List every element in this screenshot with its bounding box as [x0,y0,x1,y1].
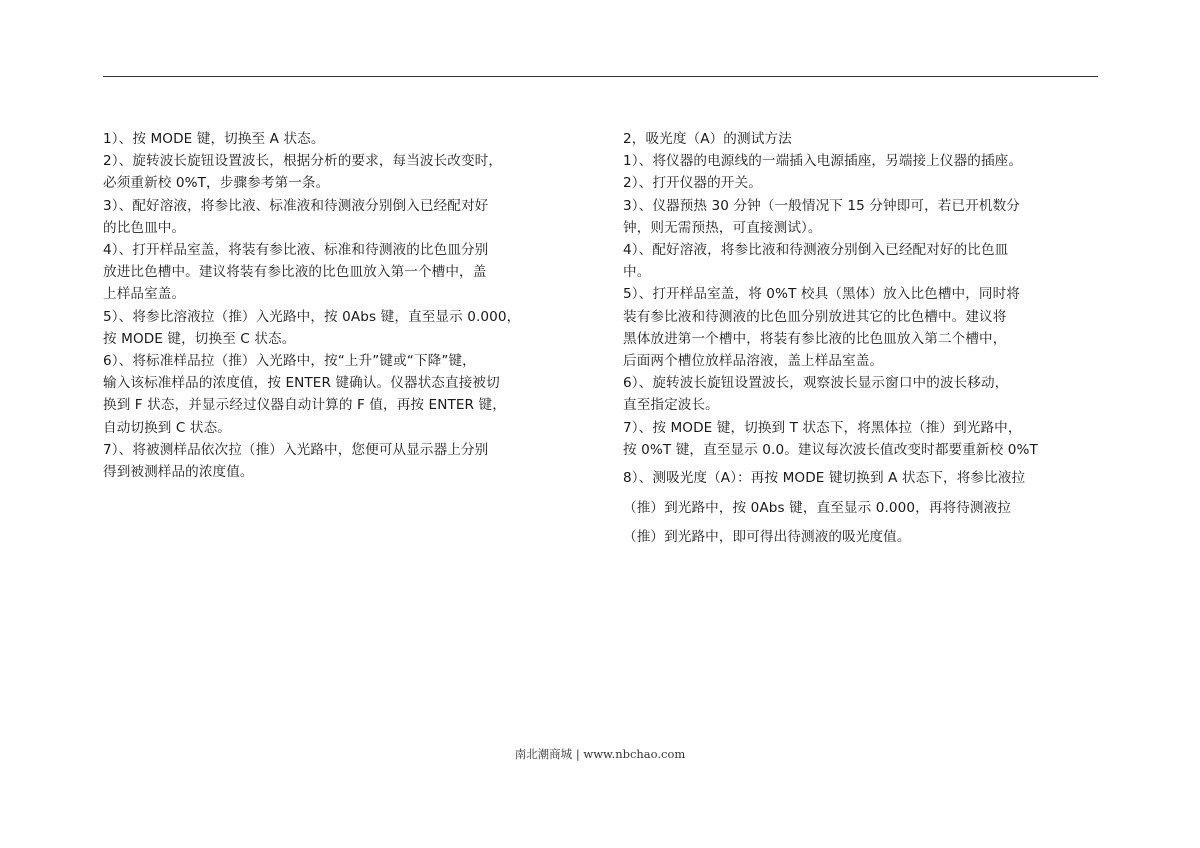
header-rule [103,76,1098,77]
step-6: 6）、将标准样品拉（推）入光路中，按“上升”键或“下降”键， 输入该标准样品的浓度值，按 ENTER 键确认。仪器状态直接被切 换到 F 状态，并显示经过仪器自动计算的 F 值，再按 ENTER 键， 自动切换到 C 状态。 [103,353,506,436]
absorbance-step-8: 8）、测吸光度（A）：再按 MODE 键切换到 A 状态下，将参比液拉 （推）到光路中，按 0Abs 键，直至显示 0.000，再将待测液拉 （推）到光路中，即可得出待测液的吸光度值。 [623,470,1026,546]
section-heading: 2，吸光度（A）的测试方法 [623,131,792,147]
step-5: 5）、将参比溶液拉（推）入光路中，按 0Abs 键，直至显示 0.000， 按 MODE 键，切换至 C 状态。 [103,308,521,347]
absorbance-step-3: 3）、仪器预热 30 分钟（一般情况下 15 分钟即可，若已开机数分 钟，则无需预热，可直接测试）。 [623,197,1020,236]
absorbance-step-2: 2）、打开仪器的开关。 [623,175,762,192]
step-2: 2）、旋转波长旋钮设置波长，根据分析的要求，每当波长改变时， 必须重新校 0%T，步骤参考第一条。 [103,153,503,192]
page-footer: 南北潮商城 | www.nbchao.com [514,747,686,761]
step-1: 1）、按 MODE 键，切换至 A 状态。 [103,131,325,147]
absorbance-step-5: 5）、打开样品室盖，将 0%T 校具（黑体）放入比色槽中，同时将 装有参比液和待测液的比色皿分别放进其它的比色槽中。建议将 黑体放进第一个槽中，将装有参比液的比色皿放入第二个槽中， 后面两个槽位放样品溶液，盖上样品室盖。 [623,286,1020,370]
step-4: 4）、打开样品室盖，将装有参比液、标准和待测液的比色皿分别 放进比色槽中。建议将装有参比液的比色皿放入第一个槽中，盖 上样品室盖。 [103,242,489,303]
absorbance-step-7: 7）、按 MODE 键，切换到 T 状态下，将黑体拉（推）到光路中， 按 0%T 键，直至显示 0.0。建议每次波长值改变时都要重新校 0%T [623,419,1038,458]
step-7: 7）、将被测样品依次拉（推）入光路中，您便可从显示器上分别 得到被测样品的浓度值。 [103,441,489,481]
absorbance-step-4: 4）、配好溶液，将参比液和待测液分别倒入已经配对好的比色皿 中。 [623,242,1009,281]
step-3: 3）、配好溶液，将参比液、标准液和待测液分别倒入已经配对好 的比色皿中。 [103,197,489,236]
right-column [623,128,1101,553]
absorbance-step-1: 1）、将仪器的电源线的一端插入电源插座，另端接上仪器的插座。 [623,153,1023,170]
absorbance-step-6: 6）、旋转波长旋钮设置波长，观察波长显示窗口中的波长移动， 直至指定波长。 [623,375,1009,414]
left-column [103,128,581,483]
